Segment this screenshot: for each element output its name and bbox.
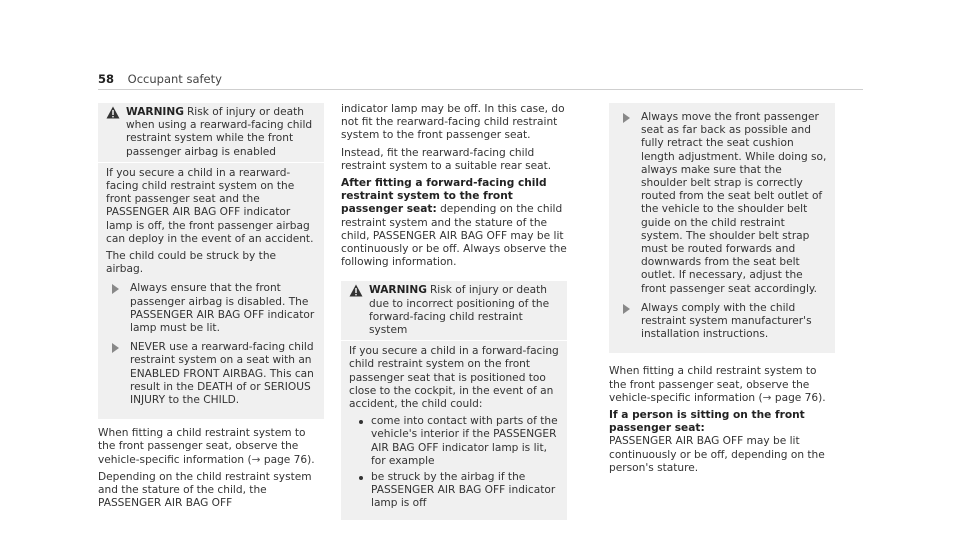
step-arrow-icon <box>112 343 119 353</box>
step-arrow-icon <box>623 304 630 314</box>
warning-body <box>609 103 835 353</box>
warning-body <box>341 341 567 519</box>
instruction-step <box>106 341 316 407</box>
warning-box <box>341 281 567 519</box>
warning-heading <box>98 103 324 162</box>
bullet-dot-icon <box>359 476 363 480</box>
instruction-step <box>617 111 827 296</box>
warning-box-continued <box>609 103 835 353</box>
column-1 <box>98 103 324 514</box>
column-2 <box>341 103 567 520</box>
bold-lead: After fitting a forward-facing child restraint system to the front passenger seat: <box>341 177 547 216</box>
list-item <box>349 415 559 468</box>
warning-heading-text: Risk of injury or death when using a rearward-facing child restraint system while the front passenger airbag is enabled <box>126 106 313 158</box>
bold-lead: If a person is sitting on the front passenger seat: <box>609 409 805 435</box>
list-item-text: come into contact with parts of the vehicle's interior if the PASSENGER AIR BAG OFF indicator lamp is lit, for example <box>371 415 558 467</box>
header-rule <box>98 89 863 90</box>
body-paragraph: Instead, fit the rearward-facing child restraint system to a suitable rear seat. <box>341 146 552 172</box>
page-header <box>98 72 222 86</box>
body-paragraph: Depending on the child restraint system and the stature of the child, the PASSENGER AIR BAG OFF <box>98 470 312 510</box>
instruction-step <box>617 302 827 342</box>
body-paragraph <box>609 365 835 405</box>
column-3 <box>609 103 835 479</box>
reference-arrow-icon: → <box>251 453 261 466</box>
step-arrow-icon <box>112 284 119 294</box>
body-paragraph: indicator lamp may be off. In this case, do not fit the rearward-facing child restraint system to the front passenger seat. <box>341 103 565 142</box>
warning-triangle-icon <box>106 106 120 119</box>
warning-paragraph: If you secure a child in a forward-facing child restraint system on the front passenger seat that is positioned too close to the cockpit, in the event of an accident, the child could: <box>349 345 559 411</box>
bullet-dot-icon <box>359 420 363 424</box>
section-title: Occupant safety <box>127 72 222 86</box>
warning-label: WARNING <box>369 284 427 297</box>
page-number: 58 <box>98 72 115 86</box>
paragraph-text: PASSENGER AIR BAG OFF may be lit continuously or be off, depending on the person's stature. <box>609 435 825 474</box>
body-paragraph <box>98 427 324 467</box>
warning-paragraph: If you secure a child in a rearward-facing child restraint system on the front passenger seat and the PASSENGER AIR BAG OFF indicator lamp is off, the front passenger airbag can deploy in the event of an accident. <box>106 166 314 245</box>
warning-heading-text: Risk of injury or death due to incorrect positioning of the forward-facing child restraint system <box>369 284 550 337</box>
warning-paragraph: The child could be struck by the airbag. <box>106 250 277 276</box>
warning-label: WARNING <box>126 106 184 118</box>
instruction-step <box>106 282 316 335</box>
warning-body <box>98 163 324 419</box>
warning-heading <box>341 281 567 340</box>
body-paragraph <box>609 409 835 475</box>
paragraph-text: When fitting a child restraint system to the front passenger seat, observe the vehicle-specific information ( <box>609 365 817 404</box>
step-text: Always ensure that the front passenger airbag is disabled. The PASSENGER AIR BAG OFF indicator lamp must be lit. <box>130 282 315 335</box>
warning-triangle-icon <box>349 284 363 297</box>
warning-box <box>98 103 324 419</box>
paragraph-text: When fitting a child restraint system to the front passenger seat, observe the vehicle-specific information ( <box>98 427 306 466</box>
step-arrow-icon <box>623 113 630 123</box>
step-text: NEVER use a rearward-facing child restraint system on a seat with an ENABLED FRONT AIRBAG. This can result in the DEATH of or SERIOUS INJURY to the CHILD. <box>130 341 314 407</box>
reference-arrow-icon: → <box>762 391 772 404</box>
list-item <box>349 471 559 511</box>
page-reference-link[interactable]: page 76). <box>260 453 315 466</box>
step-text: Always comply with the child restraint system manufacturer's installation instructions. <box>641 301 812 341</box>
page-reference-link[interactable]: page 76). <box>771 391 826 404</box>
body-paragraph <box>341 177 567 269</box>
paragraph-text: depending on the child restraint system and the stature of the child, PASSENGER AIR BAG OFF may be lit continuously or be off. Always observe the following information. <box>341 203 567 269</box>
list-item-text: be struck by the airbag if the PASSENGER AIR BAG OFF indicator lamp is off <box>371 471 556 510</box>
step-text: Always move the front passenger seat as far back as possible and fully retract the seat cushion length adjustment. While doing so, always make sure that the shoulder belt strap is correctly routed from the seat belt outlet of the vehicle to the shoulder belt guide on the child restraint system. The shoulder belt strap must be routed forwards and downwards from the seat belt outlet. If necessary, adjust the front passenger seat accordingly. <box>641 111 827 295</box>
